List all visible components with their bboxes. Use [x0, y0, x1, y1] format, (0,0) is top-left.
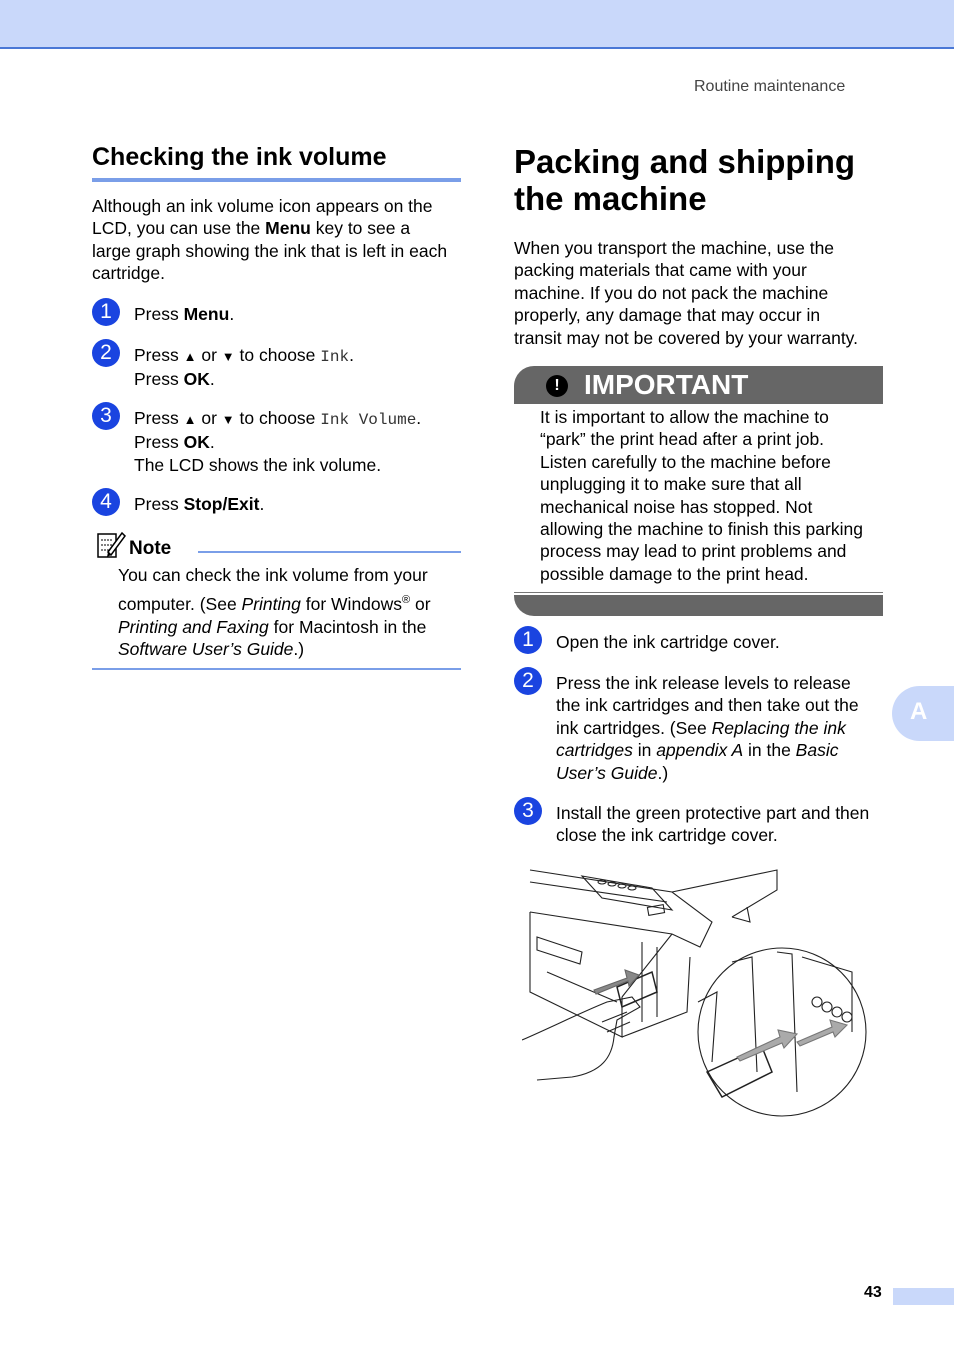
running-header: Routine maintenance: [694, 78, 846, 95]
section-title-packing: Packing and shipping the machine: [514, 143, 856, 217]
down-arrow-icon: ▼: [221, 349, 235, 364]
up-arrow-icon: ▲: [183, 349, 197, 364]
section-title-ink-volume: Checking the ink volume: [92, 143, 387, 171]
important-footer: [514, 595, 883, 616]
section-title-rule: [92, 178, 461, 182]
step-number-badge: 1: [514, 626, 542, 654]
page-number-bar: [893, 1288, 954, 1305]
important-divider: [514, 592, 883, 593]
note-pencil-icon: [96, 530, 126, 560]
packing-intro: When you transport the machine, use the packing materials that came with your machine. If you do not pack the machine properly, any damage that may occur in transit may not be covered by your warranty.: [514, 238, 858, 348]
exclamation-icon: !: [546, 375, 568, 397]
page-number: 43: [864, 1284, 882, 1301]
note-body: You can check the ink volume from your computer. (See Printing for Windows® or Printing and Faxing for Macintosh in the Software User’s Guide.): [118, 565, 431, 660]
important-label: IMPORTANT: [584, 369, 749, 400]
ink-volume-intro: Although an ink volume icon appears on the LCD, you can use the Menu key to see a large graph showing the ink that is left in each cartridge.: [92, 196, 448, 284]
step-number-badge: 2: [514, 667, 542, 695]
down-arrow-icon: ▼: [221, 412, 235, 427]
step-number-badge: 1: [92, 298, 120, 326]
up-arrow-icon: ▲: [183, 412, 197, 427]
note-label: Note: [129, 538, 172, 559]
step-text: Press ▲ or ▼ to choose Ink Volume. Press OK. The LCD shows the ink volume.: [134, 408, 422, 475]
step-text: Press ▲ or ▼ to choose Ink. Press OK.: [134, 345, 354, 390]
note-bottom-rule: [92, 668, 461, 670]
appendix-tab: A: [892, 686, 954, 741]
step-number-badge: 2: [92, 339, 120, 367]
step-text: Press Menu.: [134, 304, 235, 324]
step-text: Press the ink release levels to release the ink cartridges and then take out the ink cartridges. (See Replacing the ink cartridges in appendix A in the Basic User’s Guide.): [556, 673, 859, 783]
step-number-badge: 4: [92, 488, 120, 516]
protective-part-illustration: [522, 862, 872, 1122]
step-text: Install the green protective part and then close the ink cartridge cover.: [556, 803, 870, 846]
step-text: Press Stop/Exit.: [134, 494, 265, 514]
important-body: It is important to allow the machine to “park” the print head after a print job. Listen carefully to the machine before unplugging it to make sure that all mechanical noise has stopped. Not allowing the machine to finish this parking process may lead to print problems and possible damage to the print head.: [540, 407, 863, 584]
step-number-badge: 3: [514, 797, 542, 825]
step-number-badge: 3: [92, 402, 120, 430]
important-header: [514, 366, 883, 404]
note-rule: [198, 551, 461, 553]
note-header: [96, 530, 461, 560]
step-text: Open the ink cartridge cover.: [556, 632, 780, 652]
top-header-band: [0, 0, 954, 49]
